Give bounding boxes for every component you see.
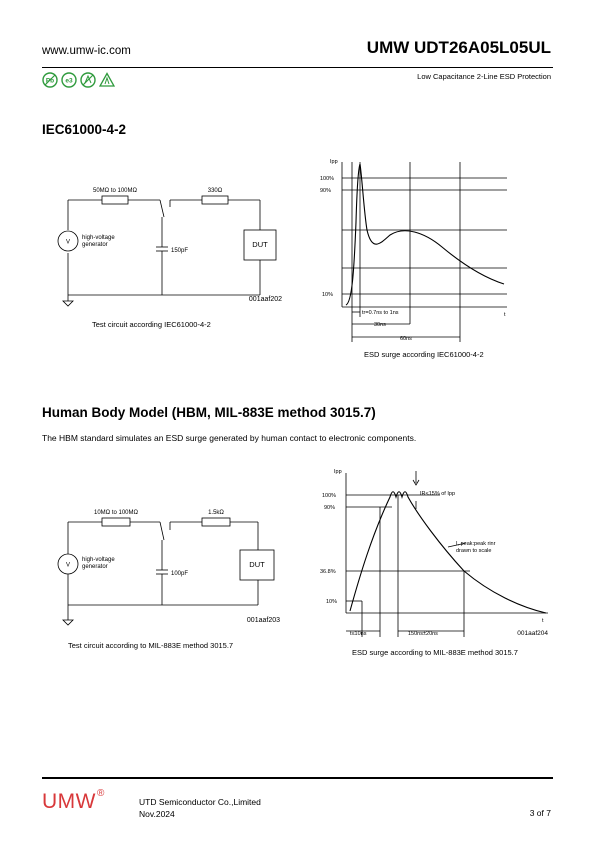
hbm-waveform xyxy=(310,465,555,665)
logo-registered-mark: ® xyxy=(96,788,105,799)
iec-tr-label: tr=0.7ns to 1ns xyxy=(362,310,399,316)
halogen-free-icon xyxy=(80,72,96,88)
hbm-description: The HBM standard simulates an ESD surge generated by human contact to electronic components. xyxy=(42,433,417,443)
hbm-note-line-1: I, peak:peak rinr xyxy=(456,541,496,547)
iec-t30-label: 30ns xyxy=(374,322,386,328)
pb-free-icon xyxy=(42,72,58,88)
hbm-gen-label-2: generator xyxy=(82,564,108,570)
document-subtitle: Low Capacitance 2-Line ESD Protection xyxy=(417,72,551,81)
iec-level-10: 10% xyxy=(322,292,334,298)
iec-wave-caption: ESD surge according IEC61000-4-2 xyxy=(364,350,484,359)
hbm-tr-label: t≤10ns xyxy=(350,631,367,637)
hbm-note-line-2: drawn to scale xyxy=(456,548,492,554)
hbm-dut-label: DUT xyxy=(249,560,265,569)
company-name: UTD Semiconductor Co.,Limited xyxy=(139,797,261,807)
section-heading-iec: IEC61000-4-2 xyxy=(42,122,127,137)
hbm-level-368: 36.8% xyxy=(320,569,336,575)
iec-circuit-caption: Test circuit according IEC61000-4-2 xyxy=(92,320,211,329)
document-title: UMW UDT26A05L05UL xyxy=(366,38,551,57)
hbm-cap-label: 100pF xyxy=(171,571,189,577)
iec-gen-label-1: high-voltage xyxy=(82,235,115,241)
iec-dut-label: DUT xyxy=(252,240,268,249)
website-url[interactable]: www.umw-ic.com xyxy=(42,45,131,57)
logo-text: UMW xyxy=(42,790,96,813)
hbm-circuit-caption: Test circuit according to MIL-883E method 3015.7 xyxy=(68,641,234,650)
iec-x-end: t xyxy=(504,312,506,318)
iec-waveform xyxy=(312,152,517,362)
hbm-level-100: 100% xyxy=(322,493,337,499)
compliance-badges xyxy=(42,72,115,88)
hbm-wave-ylabel: Ipp xyxy=(334,469,342,475)
svg-text:e3: e3 xyxy=(65,77,73,85)
section-heading-hbm: Human Body Model (HBM, MIL-883E method 3015.7) xyxy=(42,405,376,420)
iec-gen-symbol: V xyxy=(65,239,71,246)
svg-text:Pb: Pb xyxy=(45,77,55,85)
e3-icon xyxy=(61,72,77,88)
header-divider xyxy=(42,67,553,68)
hbm-x-end: t xyxy=(542,618,544,624)
footer-divider xyxy=(42,777,553,779)
hbm-td-label: 150ns±20ns xyxy=(408,631,438,637)
page-number: 3 of 7 xyxy=(529,808,551,818)
publish-date: Nov.2024 xyxy=(139,809,175,819)
hbm-ringing-label: IR<15% of Ipp xyxy=(420,491,456,497)
hbm-level-90: 90% xyxy=(324,505,336,511)
iec-t60-label: 60ns xyxy=(400,336,412,342)
hbm-r2-label: 1.5kΩ xyxy=(208,510,224,516)
iec-cap-label: 150pF xyxy=(171,248,189,254)
iec-r1-label: 50MΩ to 100MΩ xyxy=(93,188,137,194)
hbm-gen-label-1: high-voltage xyxy=(82,557,115,563)
iec-gen-label-2: generator xyxy=(82,242,108,248)
hbm-r1-label: 10MΩ to 100MΩ xyxy=(94,510,138,516)
esd-sensitive-icon xyxy=(99,72,115,88)
iec-level-100: 100% xyxy=(320,176,335,182)
hbm-wave-code: 001aaf204 xyxy=(517,630,548,637)
iec-r2-label: 330Ω xyxy=(207,188,223,194)
hbm-test-circuit xyxy=(42,490,302,655)
hbm-gen-symbol: V xyxy=(65,562,71,569)
iec-circuit-code: 001aaf202 xyxy=(248,296,282,303)
umw-logo xyxy=(42,790,104,814)
footer-company xyxy=(139,796,261,820)
hbm-level-10: 10% xyxy=(326,599,338,605)
hbm-wave-caption: ESD surge according to MIL-883E method 3015.7 xyxy=(352,648,518,657)
hbm-circuit-code: 001aaf203 xyxy=(246,617,280,624)
iec-wave-ylabel: Ipp xyxy=(330,159,338,165)
iec-test-circuit xyxy=(42,175,302,340)
iec-level-90: 90% xyxy=(320,188,332,194)
